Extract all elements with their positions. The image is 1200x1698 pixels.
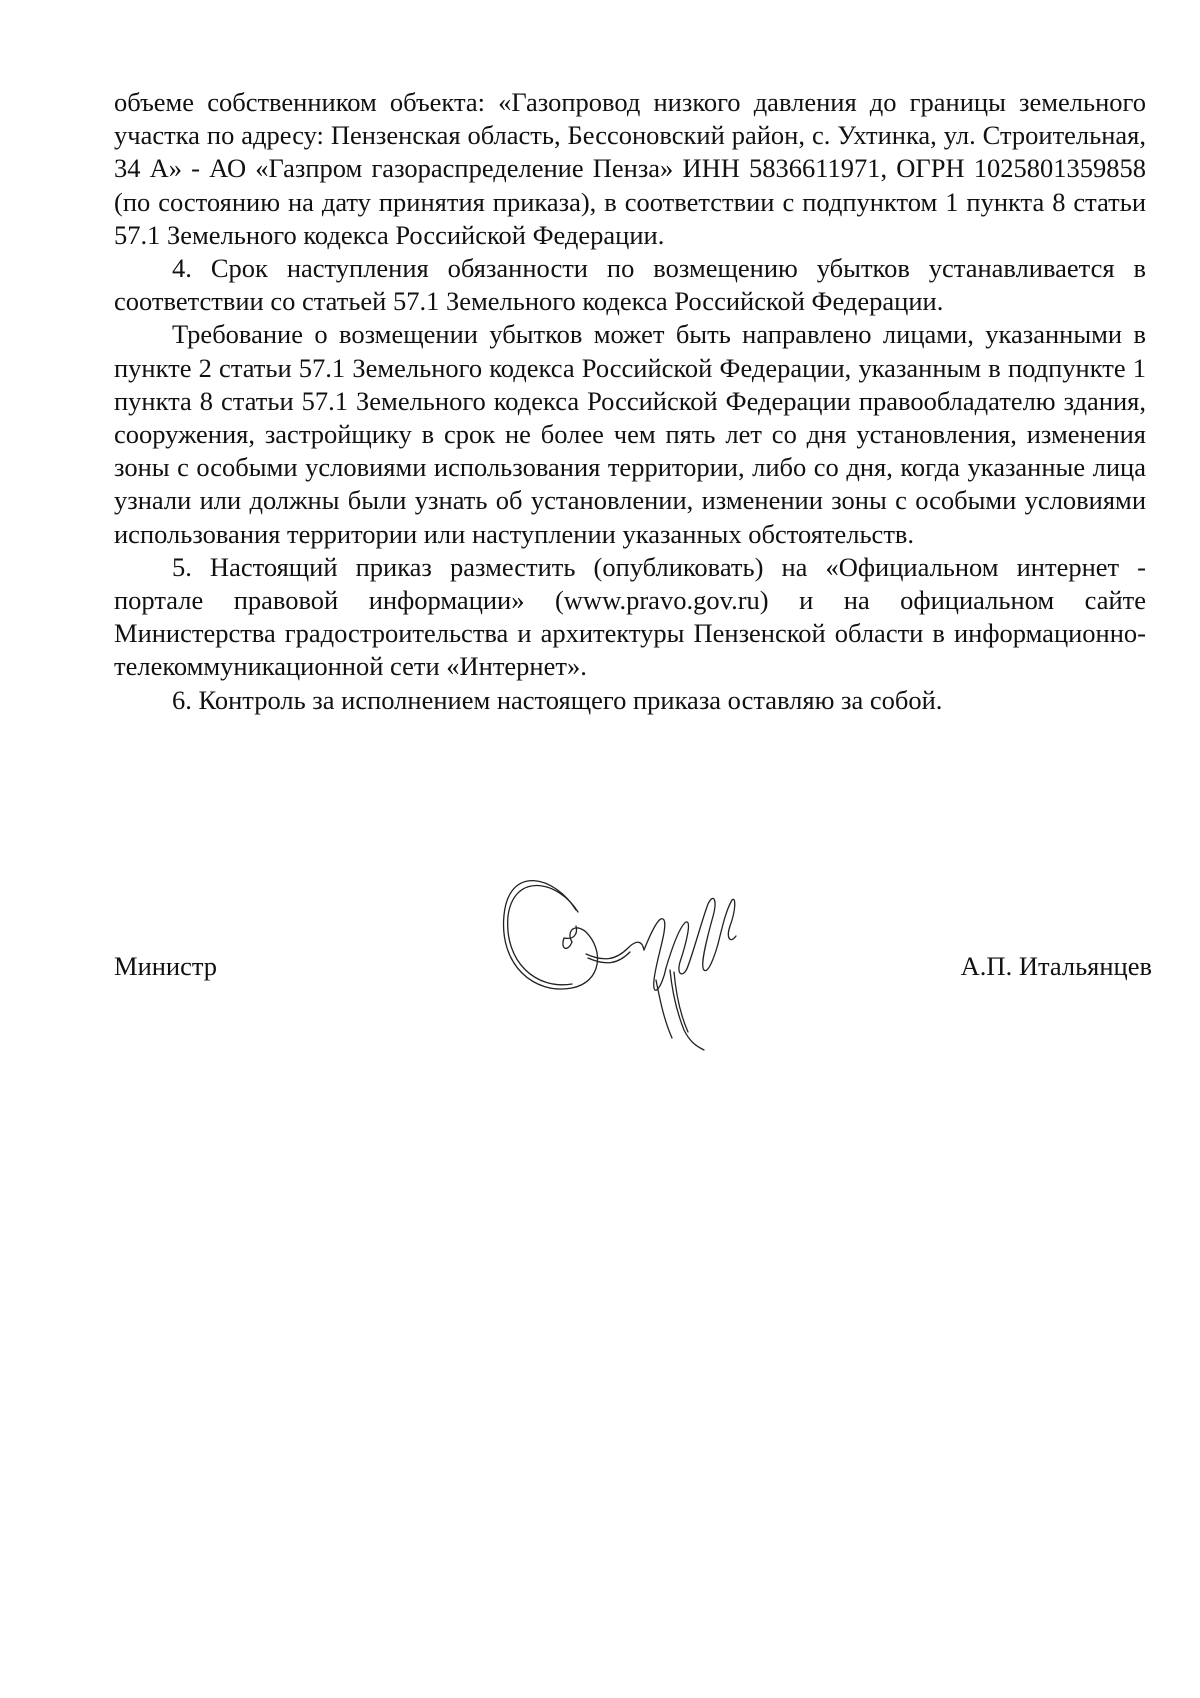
paragraph-continuation: объеме собственником объекта: «Газопровод низкого давления до границы земельного участка по адресу: Пензенская область, Бессоновский район, с. Ухтинка, ул. Строительная, 34 А» - АО «Газпром газораспределение Пенза» ИНН 5836611971, ОГРН 1025801359858 (по состоянию на дату принятия приказа), в соответствии с подпунктом 1 пункта 8 статьи 57.1 Земельного кодекса Российской Федерации. (114, 87, 1146, 250)
paragraph-item-4: 4. Срок наступления обязанности по возмещению убытков устанавливается в соответствии со статьей 57.1 Земельного кодекса Российской Федерации. (114, 253, 1146, 317)
signatory-name: А.П. Итальянцев (960, 951, 1152, 981)
paragraph-item-5: 5. Настоящий приказ разместить (опубликовать) на «Официальном интернет - портале правовой информации» (www.pravo.gov.ru) и на официальном сайте Министерства градостроительства и архитектуры Пензенской области в информационно-телекоммуникационной сети «Интернет». (114, 551, 1146, 682)
signatory-title: Министр (114, 951, 218, 981)
document-body (114, 86, 1146, 717)
signature-block (114, 870, 1152, 1070)
paragraph-damages-claim: Требование о возмещении убытков может быть направлено лицами, указанными в пункте 2 статьи 57.1 Земельного кодекса Российской Федерации, указанным в подпункте 1 пункта 8 статьи 57.1 Земельного кодекса Российской Федерации правообладателю здания, сооружения, застройщику в срок не более чем пять лет со дня установления, изменения зоны с особыми условиями использования территории, либо со дня, когда указанные лица узнали или должны были узнать об установлении, изменении зоны с особыми условиями использования территории или наступлении указанных обстоятельств. (114, 319, 1146, 549)
handwritten-signature (494, 870, 754, 1060)
paragraph-item-6: 6. Контроль за исполнением настоящего приказа оставляю за собой. (172, 684, 943, 715)
